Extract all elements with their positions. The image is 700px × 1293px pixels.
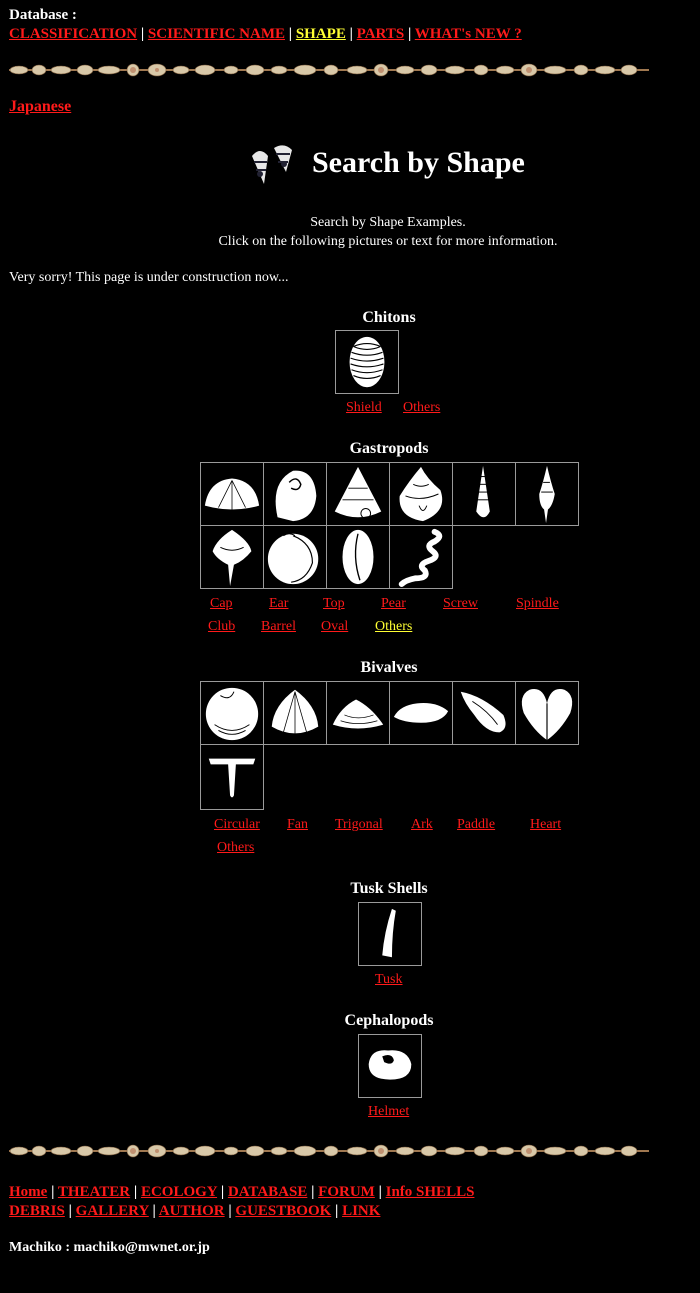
shape-cell-circular[interactable] [200,681,264,745]
gastropod-link-others[interactable]: Others [375,619,413,634]
gastropod-link-screw[interactable]: Screw [443,596,478,611]
circular-shape-icon [201,682,263,744]
bivalve-link-others[interactable]: Others [217,840,255,855]
club-shape-icon [201,526,263,588]
shell-divider-bottom [9,1143,649,1159]
ark-shape-icon [390,682,452,744]
shape-cell-screw[interactable] [452,462,516,526]
shape-cell-oval[interactable] [326,525,390,589]
gastropod-link-spindle[interactable]: Spindle [516,596,559,611]
gastropod-link-barrel[interactable]: Barrel [261,619,296,634]
bivalves-title: Bivalves [360,659,418,676]
shape-cell-heart[interactable] [515,681,579,745]
gastropods-title: Gastropods [349,440,429,457]
footer-link-theater[interactable]: THEATER [57,1184,131,1200]
shape-cell-spindle[interactable] [515,462,579,526]
footer-link-guestbook[interactable]: GUESTBOOK [235,1203,332,1219]
nav-shape[interactable]: SHAPE [295,26,346,42]
gastropod-link-pear[interactable]: Pear [381,596,406,611]
database-label: Database : [9,7,77,23]
spindle-shape-icon [516,463,578,525]
fan-shape-icon [264,682,326,744]
bivalve-link-heart[interactable]: Heart [530,817,562,832]
shape-cell-helmet[interactable] [358,1034,422,1098]
intro-text [0,213,700,251]
shell-divider-top [9,62,649,78]
bivalve-link-trigonal[interactable]: Trigonal [335,817,383,832]
shape-cell-cap[interactable] [200,462,264,526]
shield-shape-icon [336,331,398,393]
oval-shape-icon [327,526,389,588]
shape-cell-shield[interactable] [335,330,399,394]
top-nav: Database : CLASSIFICATION | SCIENTIFIC NAME | SHAPE | PARTS | WHAT's NEW ? [9,7,522,42]
shape-cell-trigonal[interactable] [326,681,390,745]
paddle-shape-icon [453,682,515,744]
footer-link-link[interactable]: LINK [342,1203,381,1219]
footer-link-ecology[interactable]: ECOLOGY [140,1184,218,1200]
gastropod-link-oval[interactable]: Oval [321,619,349,634]
chiton-link-shield[interactable]: Shield [346,400,382,415]
footer-link-home[interactable]: Home [9,1184,48,1200]
shape-cell-tusk[interactable] [358,902,422,966]
shape-cell-others-gastropod[interactable] [389,525,453,589]
shape-cell-others-bivalve[interactable] [200,744,264,810]
construction-notice: Very sorry! This page is under construction now... [9,270,289,285]
helmet-link[interactable]: Helmet [368,1104,410,1119]
shell-logo-icon [248,138,296,188]
intro-line-1: Search by Shape Examples. [310,215,466,230]
cap-shape-icon [201,463,263,525]
nav-parts[interactable]: PARTS [356,26,405,42]
footer-nav: Home | THEATER | ECOLOGY | DATABASE | FORUM | Info SHELLS DEBRIS | GALLERY | AUTHOR | GUESTBOOK | LINK [9,1184,475,1219]
gastropod-link-top[interactable]: Top [323,596,345,611]
nav-scientific-name[interactable]: SCIENTIFIC NAME [147,26,286,42]
footer-link-gallery[interactable]: GALLERY [75,1203,149,1219]
intro-line-2: Click on the following pictures or text for more information. [218,234,558,249]
footer-link-info-shells[interactable]: Info SHELLS [385,1184,475,1200]
shape-cell-fan[interactable] [263,681,327,745]
page-title: Search by Shape [312,146,525,179]
title-block [248,138,525,188]
heart-shape-icon [516,682,578,744]
gastropod-link-cap[interactable]: Cap [210,596,233,611]
helmet-shape-icon [359,1035,421,1097]
author-contact: Machiko : machiko@mwnet.or.jp [9,1240,210,1255]
trigonal-shape-icon [327,682,389,744]
shape-cell-club[interactable] [200,525,264,589]
footer-link-debris[interactable]: DEBRIS [9,1203,65,1219]
cephalopods-title: Cephalopods [344,1012,434,1029]
tusk-shape-icon [359,903,421,965]
bivalve-link-fan[interactable]: Fan [287,817,308,832]
footer-link-forum[interactable]: FORUM [318,1184,375,1200]
shape-cell-ark[interactable] [389,681,453,745]
tusk-link[interactable]: Tusk [375,972,403,987]
footer-link-author[interactable]: AUTHOR [158,1203,225,1219]
footer-link-database[interactable]: DATABASE [227,1184,308,1200]
shape-cell-top[interactable] [326,462,390,526]
chitons-title: Chitons [362,309,416,326]
nav-whats-new[interactable]: WHAT's NEW ? [414,26,522,42]
gastropod-link-ear[interactable]: Ear [269,596,289,611]
japanese-link[interactable]: Japanese [9,98,72,115]
barrel-shape-icon [264,526,326,588]
chiton-link-others[interactable]: Others [403,400,441,415]
shape-cell-ear[interactable] [263,462,327,526]
pear-shape-icon [390,463,452,525]
shape-cell-paddle[interactable] [452,681,516,745]
bivalve-link-paddle[interactable]: Paddle [457,817,496,832]
gastropod-link-club[interactable]: Club [208,619,236,634]
screw-shape-icon [453,463,515,525]
coil-shape-icon [390,526,452,588]
ear-shape-icon [264,463,326,525]
bivalve-link-circular[interactable]: Circular [214,817,260,832]
bivalve-link-ark[interactable]: Ark [411,817,433,832]
shape-cell-pear[interactable] [389,462,453,526]
nav-classification[interactable]: CLASSIFICATION [9,26,138,42]
tusk-shells-title: Tusk Shells [350,880,428,897]
shape-cell-barrel[interactable] [263,525,327,589]
hammer-shape-icon [201,745,263,809]
top-shape-icon [327,463,389,525]
